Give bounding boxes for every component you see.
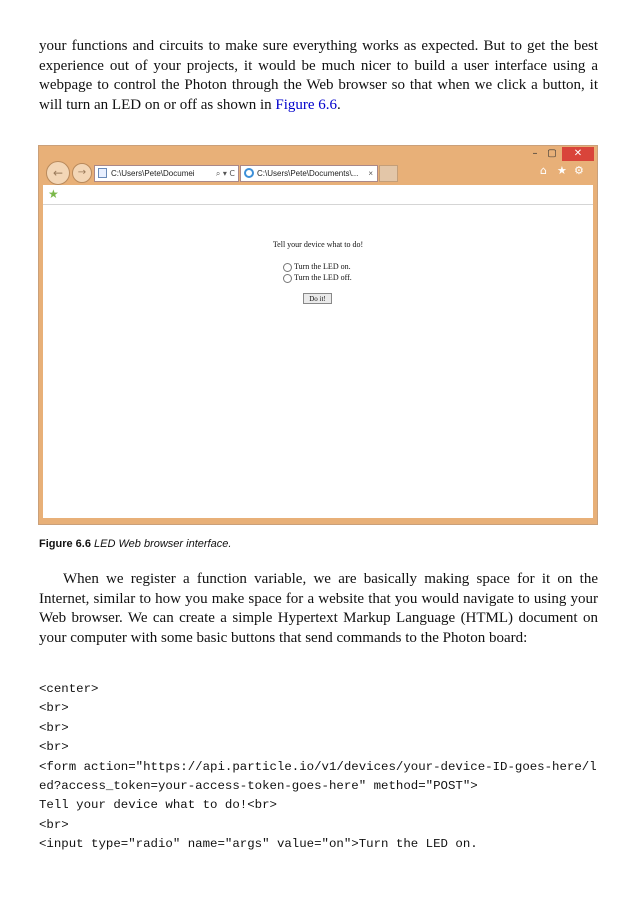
code-block bbox=[39, 680, 597, 855]
tab-close-icon[interactable]: × bbox=[368, 169, 373, 178]
maximize-button[interactable]: ▢ bbox=[547, 148, 557, 159]
radio-on-label: Turn the LED on. bbox=[294, 262, 351, 271]
figure-caption bbox=[39, 538, 231, 550]
add-favorites-star-icon[interactable]: ★ bbox=[48, 187, 59, 201]
favorites-icon[interactable]: ★ bbox=[557, 164, 567, 177]
radio-row-off[interactable] bbox=[283, 273, 352, 283]
address-value: C:\Users\Pete\Documei bbox=[111, 169, 195, 178]
code-line: <br> bbox=[39, 701, 69, 716]
caption-label: Figure 6.6 bbox=[39, 538, 91, 550]
forward-arrow-icon[interactable]: → bbox=[72, 163, 92, 183]
figure-6-6-link[interactable]: Figure 6.6 bbox=[275, 96, 338, 113]
code-line: <br> bbox=[39, 720, 69, 735]
code-line: <input type="radio" name="args" value="on">Turn the LED on. bbox=[39, 837, 478, 852]
radio-off-label: Turn the LED off. bbox=[294, 273, 352, 282]
code-line: ed?access_token=your-access-token-goes-here" method="POST"> bbox=[39, 779, 478, 794]
paragraph-function-variable: When we register a function variable, we are basically making space for it on the Internet, similar to how you make space for a website that you would navigate to using your Web browser. We can create a simple Hypertext Markup Language (HTML) document on your computer with some basic buttons that send commands to the Photon board: bbox=[39, 571, 598, 646]
ie-logo-icon bbox=[244, 168, 254, 178]
tab-title: C:\Users\Pete\Documents\... bbox=[257, 169, 359, 178]
radio-row-on[interactable] bbox=[283, 262, 351, 272]
webpage-title: Tell your device what to do! bbox=[272, 240, 364, 249]
favorites-bar bbox=[43, 185, 593, 205]
close-window-button[interactable]: ✕ bbox=[562, 147, 594, 161]
settings-gear-icon[interactable]: ⚙ bbox=[574, 164, 584, 177]
new-tab-button[interactable] bbox=[379, 165, 398, 182]
address-bar[interactable] bbox=[94, 165, 239, 182]
webpage-content bbox=[43, 205, 593, 518]
paragraph-intro bbox=[39, 37, 598, 115]
radio-on-button[interactable] bbox=[283, 263, 292, 272]
radio-off-button[interactable] bbox=[283, 274, 292, 283]
paragraph-intro-text: your functions and circuits to make sure everything works as expected. But to get the best experience out of your projects, it would be much nicer to build a user interface using a webpage to control the Photon through the Web browser so that when we click a button, it will turn an LED on or off as shown in bbox=[39, 38, 598, 113]
code-line: <br> bbox=[39, 740, 69, 755]
browser-tab-active[interactable] bbox=[240, 165, 378, 182]
code-line: Tell your device what to do!<br> bbox=[39, 798, 277, 813]
back-arrow-icon[interactable]: ← bbox=[46, 161, 70, 185]
do-it-button[interactable]: Do it! bbox=[303, 293, 332, 304]
paragraph-intro-end: . bbox=[337, 96, 341, 113]
address-tools[interactable]: ⌕ ▾ C bbox=[215, 169, 235, 178]
code-line: <form action="https://api.particle.io/v1/devices/your-device-ID-goes-here/l bbox=[39, 759, 597, 774]
code-line: <center> bbox=[39, 682, 99, 696]
code-line: <br> bbox=[39, 817, 69, 832]
caption-text: LED Web browser interface. bbox=[94, 538, 232, 550]
home-icon[interactable]: ⌂ bbox=[540, 164, 547, 177]
minimize-button[interactable]: – bbox=[532, 148, 538, 159]
figure-browser-screenshot bbox=[38, 145, 598, 525]
page-icon bbox=[98, 168, 107, 178]
